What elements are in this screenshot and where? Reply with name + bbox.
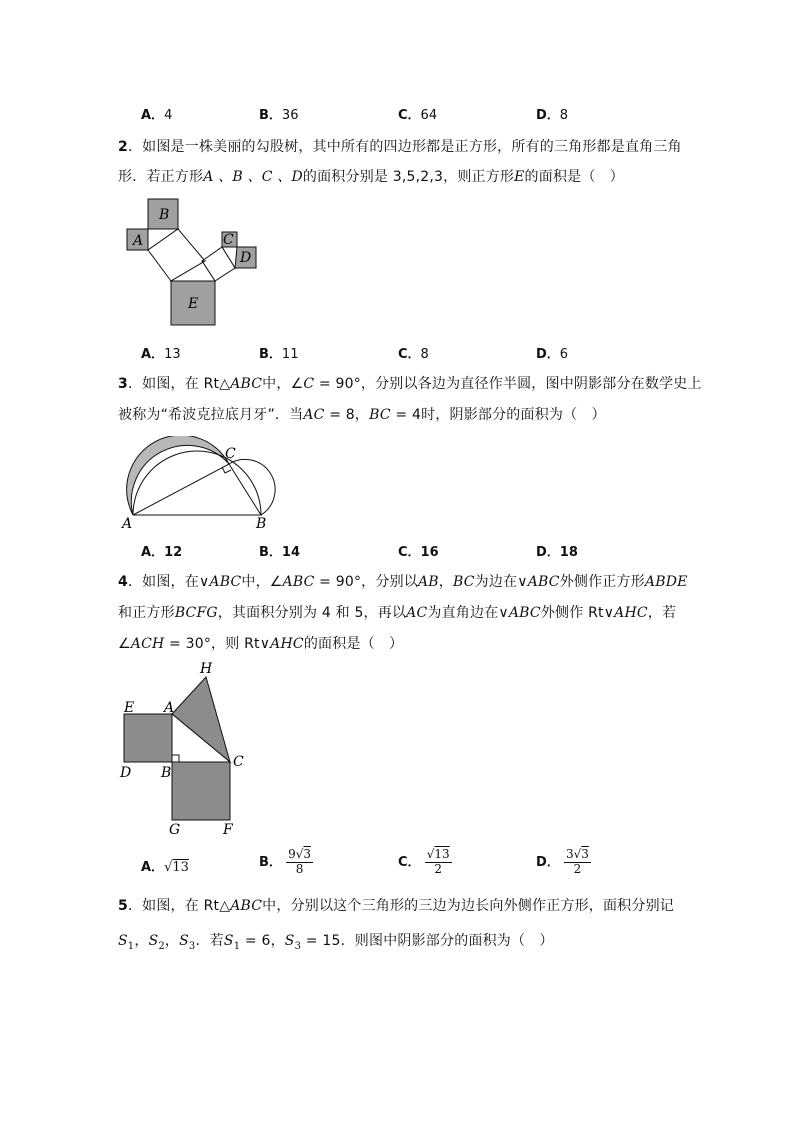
lune-ac — [127, 436, 229, 515]
q3-text-line1: 3．如图，在 Rt△ABC中，∠C = 90°，分别以各边为直径作半圆，图中阴影部分在数学史上 — [118, 376, 702, 392]
label-c: C — [233, 754, 244, 770]
label-c: C — [223, 232, 234, 248]
label-f: F — [223, 822, 233, 838]
label-a: A — [122, 516, 133, 532]
q3-option-b: B．14 — [259, 545, 301, 560]
q3-option-c: C．16 — [398, 545, 439, 560]
q1-option-d: D．8 — [536, 108, 569, 123]
q1-option-c: C．64 — [398, 108, 438, 123]
q4-text-line2: 和正方形BCFG，其面积分别为 4 和 5，再以AC为直角边在∨ABC外侧作 Rt∨AHC，若 — [118, 605, 677, 621]
q1-option-a: A．4 — [141, 108, 173, 123]
q3-option-d: D．18 — [536, 545, 578, 560]
square-bcfg — [172, 762, 230, 820]
label-a: A — [164, 700, 175, 716]
q5-text-line1: 5．如图，在 Rt△ABC中，分别以这个三角形的三边为边长向外侧作正方形，面积分别记 — [118, 898, 674, 914]
lune-bc — [229, 459, 275, 515]
label-a: A — [133, 233, 144, 249]
q5-text-line2: $S_1$，$S_2$，$S_3$．若$S_1 = 6$，$S_3 = 15$．则图中阴影部分的面积为（ ） — [118, 933, 554, 952]
label-e: E — [188, 296, 199, 312]
q1-option-b: B．36 — [259, 108, 299, 123]
label-d: D — [240, 250, 252, 266]
q4-text-line3: ∠ACH = 30°，则 Rt∨AHC的面积是（ ） — [118, 636, 404, 652]
label-g: G — [169, 822, 181, 838]
q2-option-b: B．11 — [259, 347, 299, 362]
q4-option-d: D． $\frac{3√3}{2}$ — [536, 847, 589, 876]
q2-text-line2: 形．若正方形A 、B 、C 、D的面积分别是 3,5,2,3，则正方形E的面积是（ ） — [118, 169, 624, 185]
label-b: B — [159, 207, 170, 223]
q4-option-b: B． $\frac{9√3}{8}$ — [259, 847, 311, 876]
label-e: E — [124, 700, 135, 716]
label-b: B — [256, 516, 267, 532]
label-c: C — [225, 446, 236, 462]
square-abde — [124, 714, 172, 762]
label-b: B — [161, 765, 172, 781]
right-angle-mark — [222, 467, 231, 473]
q2-option-c: C．8 — [398, 347, 429, 362]
q2-option-d: D．6 — [536, 347, 569, 362]
q4-option-c: C． $\frac{√13}{2}$ — [398, 847, 450, 876]
label-d: D — [120, 765, 132, 781]
q3-text-line2: 被称为“希波克拉底月牙”．当AC = 8，BC = 4时，阴影部分的面积为（ ） — [118, 407, 606, 423]
q4-squares-figure — [114, 660, 254, 840]
q2-option-a: A．13 — [141, 347, 181, 362]
q3-option-a: A．12 — [141, 545, 183, 560]
q2-pythagoras-tree-figure — [120, 195, 270, 330]
q2-text-line1: 2．如图是一株美丽的勾股树，其中所有的四边形都是正方形，所有的三角形都是直角三角 — [118, 139, 682, 155]
q4-text-line1: 4．如图，在∨ABC中，∠ABC = 90°，分别以AB，BC为边在∨ABC外侧作正方形ABDE — [118, 574, 688, 590]
q4-option-a: A．√13 — [141, 860, 189, 875]
triangle-abc — [133, 464, 261, 515]
q3-hippocrates-lune-figure — [118, 436, 288, 534]
label-h: H — [200, 661, 213, 677]
